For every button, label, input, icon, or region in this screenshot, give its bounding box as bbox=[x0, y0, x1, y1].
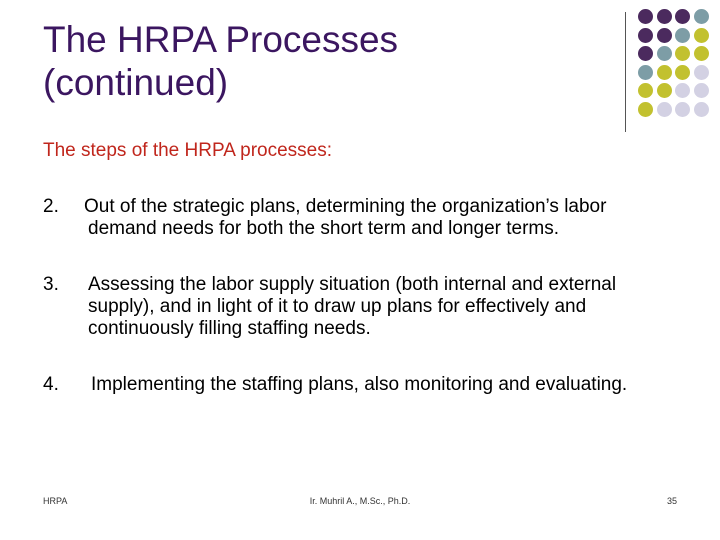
decorative-dot bbox=[657, 102, 672, 117]
decorative-dot bbox=[638, 102, 653, 117]
step-2 bbox=[43, 196, 693, 240]
page-number: 35 bbox=[666, 496, 677, 506]
step-2-line-1: Out of the strategic plans, determining the organization’s labor bbox=[84, 196, 607, 217]
decorative-dot bbox=[657, 65, 672, 80]
decorative-dot bbox=[675, 65, 690, 80]
decorative-dot bbox=[675, 102, 690, 117]
decorative-dot bbox=[657, 9, 672, 24]
decorative-dot bbox=[694, 102, 709, 117]
footer-author: Ir. Muhril A., M.Sc., Ph.D. bbox=[309, 496, 411, 506]
decorative-dot bbox=[675, 83, 690, 98]
decorative-dot bbox=[694, 28, 709, 43]
step-2-number: 2. bbox=[43, 196, 59, 217]
decorative-dot bbox=[694, 83, 709, 98]
step-3-line-3: continuously filling staffing needs. bbox=[88, 318, 371, 339]
slide-title bbox=[43, 18, 603, 104]
decorative-dot bbox=[638, 83, 653, 98]
decorative-dot bbox=[694, 9, 709, 24]
slide-title-line-2: (continued) bbox=[43, 62, 229, 103]
decorative-dot bbox=[638, 28, 653, 43]
footer-left: HRPA bbox=[43, 496, 68, 506]
slide-title-line-1: The HRPA Processes bbox=[43, 19, 399, 60]
decorative-dot bbox=[638, 46, 653, 61]
step-4-line-1: Implementing the staffing plans, also monitoring and evaluating. bbox=[91, 374, 628, 395]
decorative-dot bbox=[638, 9, 653, 24]
header-divider bbox=[625, 12, 626, 132]
step-2-line-2: demand needs for both the short term and longer terms. bbox=[88, 218, 560, 239]
decorative-dot bbox=[694, 65, 709, 80]
decorative-dot bbox=[694, 46, 709, 61]
step-4 bbox=[43, 374, 693, 396]
decorative-dot bbox=[657, 28, 672, 43]
step-4-number: 4. bbox=[43, 374, 59, 395]
step-3-number: 3. bbox=[43, 274, 59, 295]
decorative-dot bbox=[657, 46, 672, 61]
dot-grid-decoration bbox=[636, 9, 720, 119]
steps-intro: The steps of the HRPA processes: bbox=[43, 140, 333, 161]
decorative-dot bbox=[675, 9, 690, 24]
decorative-dot bbox=[675, 28, 690, 43]
decorative-dot bbox=[675, 46, 690, 61]
decorative-dot bbox=[657, 83, 672, 98]
step-3-line-1: Assessing the labor supply situation (both internal and external bbox=[88, 274, 617, 295]
step-3-line-2: supply), and in light of it to draw up plans for effectively and bbox=[88, 296, 587, 317]
decorative-dot bbox=[638, 65, 653, 80]
step-3 bbox=[43, 274, 693, 340]
